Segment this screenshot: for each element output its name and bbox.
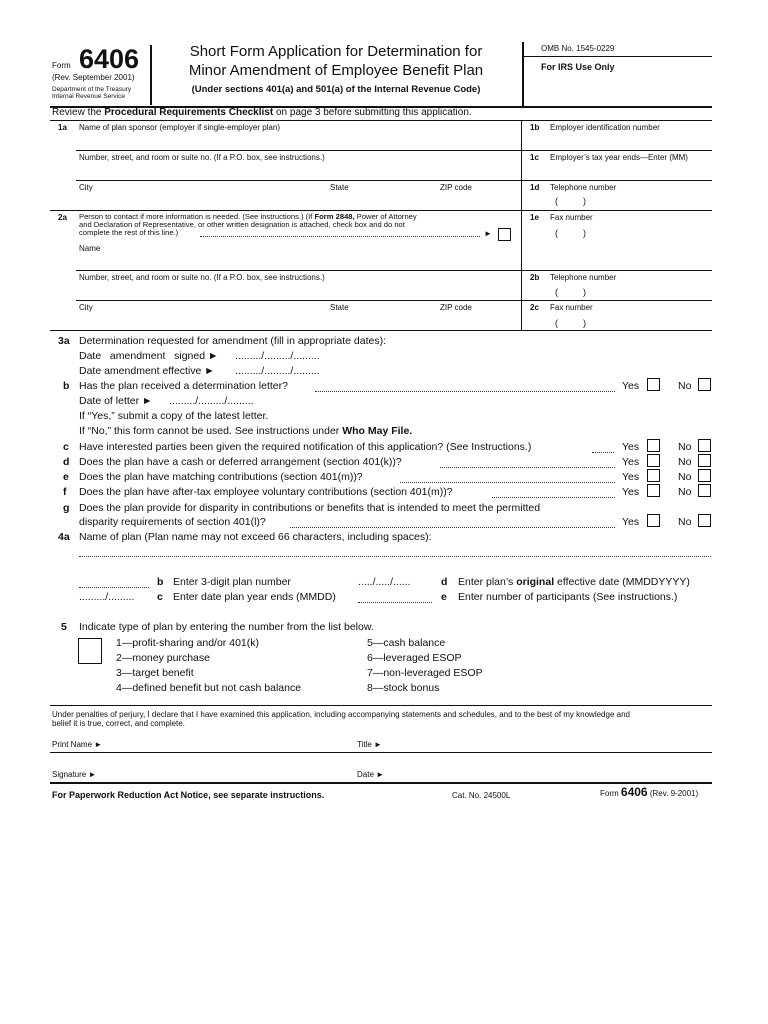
street-label-1: Number, street, and room or suite no. (If a P.O. box, see instructions.) [79, 153, 325, 162]
yes-checkbox-e[interactable] [647, 469, 660, 482]
yes-label-f: Yes [622, 486, 640, 498]
plan-sponsor-field[interactable] [76, 133, 520, 150]
fax-field-2[interactable]: ( ) [555, 318, 586, 328]
date-effective-field[interactable]: ........./........./......... [235, 365, 320, 377]
yes-checkbox-g[interactable] [647, 514, 660, 527]
irs-use-only: For IRS Use Only [541, 62, 615, 72]
line-number-4b: b [157, 576, 164, 588]
no-checkbox-f[interactable] [698, 484, 711, 497]
plan-sponsor-label: Name of plan sponsor (employer if single-employer plan) [79, 123, 280, 132]
line-number-2c: 2c [530, 303, 539, 312]
review-instruction: Review the Procedural Requirements Checklist on page 3 before submitting this application. [52, 107, 472, 118]
line-number-3a: 3a [58, 335, 70, 347]
yes-checkbox-f[interactable] [647, 484, 660, 497]
contact-person-label: Person to contact if more information is needed. (See instructions.) (If Form 2848, Power of Attorney and Declaration of Representative, or other written designation is attached, check box and do not complete the rest of this line.) [79, 212, 417, 237]
plan-type-options-right: 5—cash balance 6—leveraged ESOP 7—non-leveraged ESOP 8—stock bonus [367, 637, 483, 694]
telephone-label-2: Telephone number [550, 273, 617, 282]
line-number-3c: c [63, 441, 69, 453]
if-yes-note: If “Yes,” submit a copy of the latest letter. [79, 410, 269, 422]
plan-name-label: Name of plan (Plan name may not exceed 66 characters, including spaces): [79, 531, 432, 543]
cash-deferred-question: Does the plan have a cash or deferred arrangement (section 401(k))? [79, 456, 402, 468]
no-checkbox-d[interactable] [698, 454, 711, 467]
line-number-1b: 1b [530, 123, 540, 132]
line-number-3e: e [63, 471, 69, 483]
date-effective-label: Date amendment effective ► [79, 365, 215, 377]
if-no-note: If “No,” this form cannot be used. See instructions under Who May File. [79, 425, 413, 437]
perjury-statement: Under penalties of perjury, I declare that I have examined this application, including accompanying statements and schedules, and to the best of my knowledge and belief it is true, correct, and complete. [52, 710, 630, 728]
original-date-label: Enter plan’s original effective date (MMDDYYYY) [458, 576, 690, 588]
contact-city-state-zip-field[interactable] [76, 313, 520, 329]
form-2848-checkbox[interactable] [498, 228, 511, 241]
no-label-c: No [678, 441, 692, 453]
state-label-2: State [330, 303, 349, 312]
footer-form-id: Form 6406 (Rev. 9-2001) [600, 785, 699, 799]
after-tax-question: Does the plan have after-tax employee voluntary contributions (section 401(m))? [79, 486, 453, 498]
no-label-d: No [678, 456, 692, 468]
paperwork-notice: For Paperwork Reduction Act Notice, see separate instructions. [52, 790, 325, 800]
tax-year-label: Employer’s tax year ends—Enter (MM) [550, 153, 688, 162]
date-field[interactable] [390, 767, 710, 781]
date-of-letter-label: Date of letter ► [79, 395, 153, 407]
matching-question: Does the plan have matching contributions (section 401(m))? [79, 471, 363, 483]
ein-label: Employer identification number [550, 123, 660, 132]
title-label: Title ► [357, 740, 382, 749]
telephone-field-1[interactable]: ( ) [555, 196, 586, 206]
line-number-4a: 4a [58, 531, 70, 543]
form-label: Form [52, 61, 71, 70]
contact-street-field[interactable] [76, 283, 520, 299]
line-number-2a: 2a [58, 213, 67, 222]
no-checkbox-c[interactable] [698, 439, 711, 452]
plan-number-label: Enter 3-digit plan number [173, 576, 291, 588]
signature-label: Signature ► [52, 770, 97, 779]
participants-field[interactable] [358, 602, 432, 603]
zip-label-1: ZIP code [440, 183, 472, 192]
street-label-2: Number, street, and room or suite no. (If a P.O. box, see instructions.) [79, 273, 325, 282]
yes-label-d: Yes [622, 456, 640, 468]
no-checkbox-g[interactable] [698, 514, 711, 527]
participants-label: Enter number of participants (See instructions.) [458, 591, 678, 603]
line-number-3b: b [63, 380, 70, 392]
sponsor-street-field[interactable] [76, 163, 520, 180]
line-number-4e: e [441, 591, 447, 603]
disparity-question-2: disparity requirements of section 401(l)? [79, 516, 266, 528]
line-number-4c: c [157, 591, 163, 603]
fax-label-2: Fax number [550, 303, 593, 312]
catalog-number: Cat. No. 24500L [452, 791, 511, 800]
line-number-3f: f [63, 486, 67, 498]
determination-letter-question: Has the plan received a determination letter? [79, 380, 288, 392]
no-label-g: No [678, 516, 692, 528]
line-number-1c: 1c [530, 153, 539, 162]
arrow-icon: ► [484, 229, 492, 238]
plan-type-question: Indicate type of plan by entering the number from the list below. [79, 621, 374, 633]
no-checkbox-e[interactable] [698, 469, 711, 482]
original-date-field[interactable]: ...../...../...... [358, 576, 411, 588]
city-label-2: City [79, 303, 93, 312]
signature-field[interactable] [112, 767, 352, 781]
zip-label-2: ZIP code [440, 303, 472, 312]
no-checkbox-b[interactable] [698, 378, 711, 391]
line-number-1a: 1a [58, 123, 67, 132]
print-name-field[interactable] [112, 738, 352, 752]
fax-field-1[interactable]: ( ) [555, 228, 586, 238]
fax-label-1: Fax number [550, 213, 593, 222]
contact-name-field[interactable] [76, 254, 520, 270]
notification-question: Have interested parties been given the required notification of this application? (See Instructions.) [79, 441, 532, 453]
disparity-question-1: Does the plan provide for disparity in contributions or benefits that is intended to meet the permitted [79, 502, 541, 514]
line-number-1e: 1e [530, 213, 539, 222]
date-label: Date ► [357, 770, 385, 779]
yes-checkbox-c[interactable] [647, 439, 660, 452]
line-number-5: 5 [61, 621, 67, 633]
plan-year-end-label: Enter date plan year ends (MMDD) [173, 591, 336, 603]
name-label: Name [79, 244, 101, 253]
yes-label-b: Yes [622, 380, 640, 392]
form-title: Short Form Application for Determination for Minor Amendment of Employee Benefit Plan [188, 43, 484, 79]
date-signed-field[interactable]: ........./........./......... [235, 350, 320, 362]
plan-number-field[interactable] [79, 587, 149, 588]
form-number: 6406 [79, 44, 140, 74]
title-field[interactable] [390, 738, 710, 752]
yes-checkbox-d[interactable] [647, 454, 660, 467]
plan-type-input-box[interactable] [78, 638, 102, 664]
line-number-4d: d [441, 576, 448, 588]
amendment-dates-question: Determination requested for amendment (fill in appropriate dates): [79, 335, 386, 347]
dept-line-2: Internal Revenue Service [52, 93, 125, 100]
form-revision: (Rev. September 2001) [52, 73, 135, 82]
yes-label-c: Yes [622, 441, 640, 453]
print-name-label: Print Name ► [52, 740, 103, 749]
ein-field[interactable] [523, 133, 711, 149]
no-label-e: No [678, 471, 692, 483]
tax-year-field[interactable] [523, 163, 711, 179]
form-subtitle: (Under sections 401(a) and 501(a) of the Internal Revenue Code) [191, 84, 481, 95]
plan-type-options-left: 1—profit-sharing and/or 401(k) 2—money purchase 3—target benefit 4—defined benefit but not cash balance [116, 637, 302, 694]
telephone-label-1: Telephone number [550, 183, 617, 192]
line-number-1d: 1d [530, 183, 540, 192]
plan-year-end-field[interactable]: ........./......... [79, 591, 135, 603]
city-label-1: City [79, 183, 93, 192]
line-number-3d: d [63, 456, 70, 468]
date-signed-label: Date amendment signed ► [79, 350, 219, 362]
no-label-b: No [678, 380, 692, 392]
sponsor-city-state-zip-field[interactable] [76, 193, 520, 209]
omb-number: OMB No. 1545-0229 [541, 44, 615, 53]
date-of-letter-field[interactable]: ........./........./......... [169, 395, 254, 407]
dept-line-1: Department of the Treasury [52, 86, 132, 93]
line-number-3g: g [63, 502, 70, 514]
plan-name-field[interactable] [79, 556, 711, 557]
yes-label-g: Yes [622, 516, 640, 528]
no-label-f: No [678, 486, 692, 498]
yes-checkbox-b[interactable] [647, 378, 660, 391]
telephone-field-2[interactable]: ( ) [555, 287, 586, 297]
yes-label-e: Yes [622, 471, 640, 483]
line-number-2b: 2b [530, 273, 540, 282]
state-label-1: State [330, 183, 349, 192]
